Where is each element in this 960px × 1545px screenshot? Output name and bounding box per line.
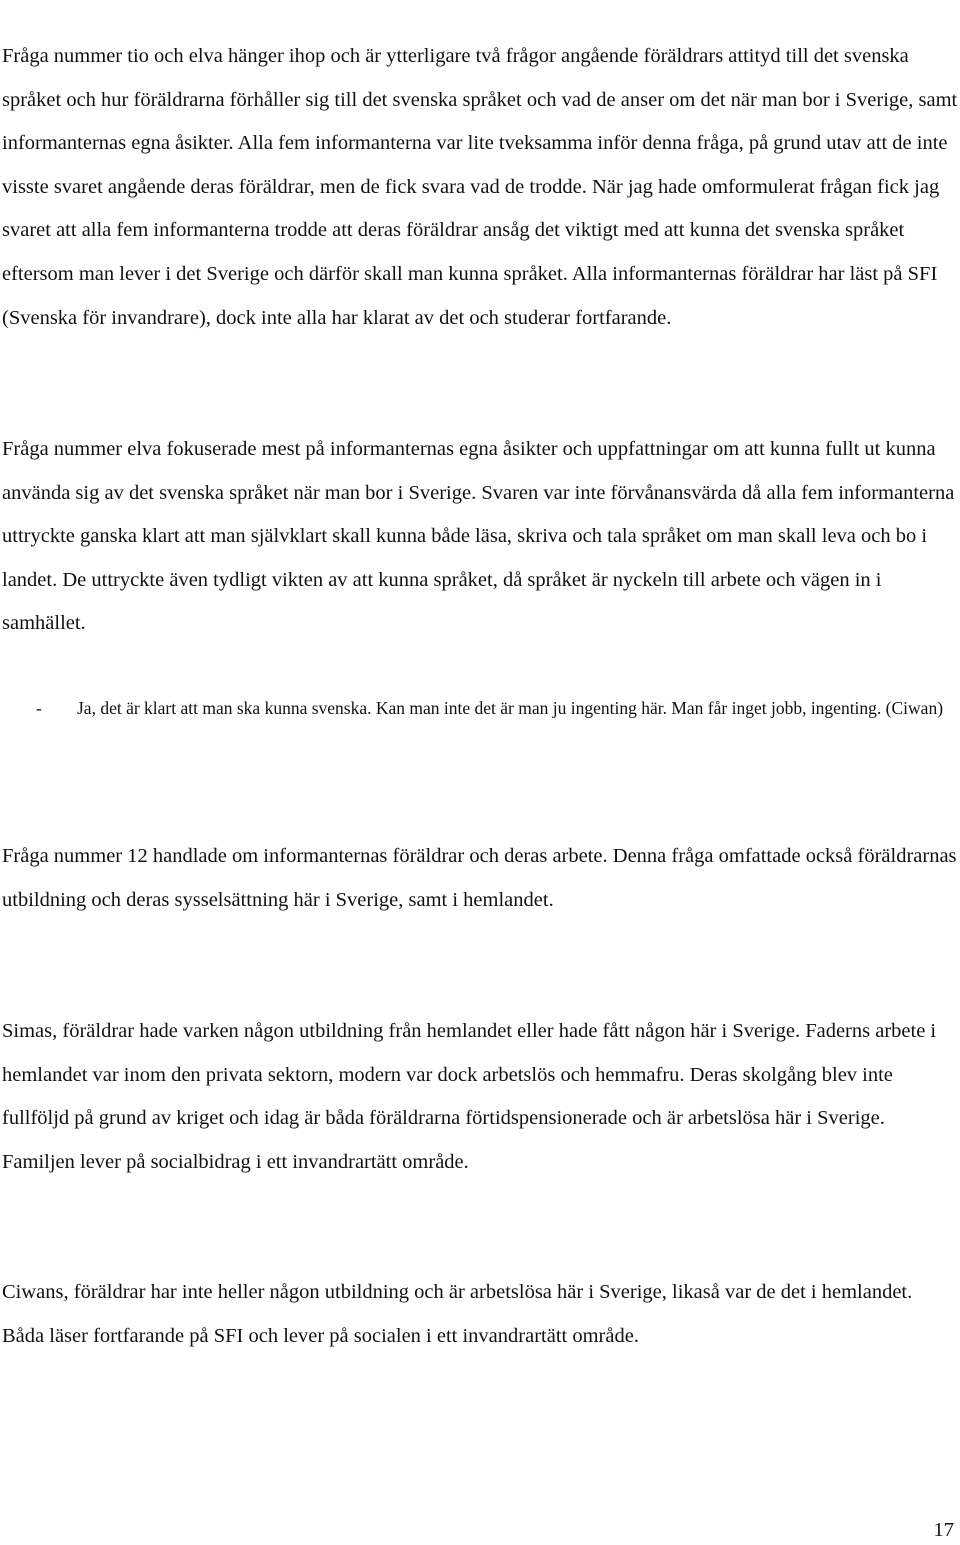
paragraph-question-eleven: Fråga nummer elva fokuserade mest på informanternas egna åsikter och uppfattningar om att kunna fullt ut kunna använda sig av det svenska språket när man bor i Sverige. Svaren var inte förvånansvärda då alla fem informanterna uttryckte ganska klart att man självklart skall kunna både läsa, skriva och tala språket om man skall leva och bo i landet. De uttryckte även tydligt vikten av att kunna språket, då språket är nyckeln till arbete och vägen in i samhället. <box>2 438 955 635</box>
page-number: 17 <box>933 1519 954 1541</box>
paragraph-ciwans-parents: Ciwans, föräldrar har inte heller någon utbildning och är arbetslösa här i Sverige, likaså var de det i hemlandet. Båda läser fortfarande på SFI och lever på socialen i ett invandrartätt område. <box>2 1281 913 1347</box>
paragraph-simas-parents: Simas, föräldrar hade varken någon utbildning från hemlandet eller hade fått någon här i Sverige. Faderns arbete i hemlandet var inom den privata sektorn, modern var dock arbetslös och hemmafru. Deras skolgång blev inte fullföljd på grund av kriget och idag är båda föräldrarna förtidspensionerade och är arbetslösa här i Sverige. Familjen lever på socialbidrag i ett invandrartätt område. <box>2 1020 937 1173</box>
paragraph-question-twelve: Fråga nummer 12 handlade om informanternas föräldrar och deras arbete. Denna fråga omfattade också föräldrarnas utbildning och deras sysselsättning här i Sverige, samt i hemlandet. <box>2 845 957 911</box>
quote-dash: - <box>36 698 42 718</box>
quote-text: Ja, det är klart att man ska kunna svenska. Kan man inte det är man ju ingenting här. Man får inget jobb, ingenting. (Ciwan) <box>77 698 944 718</box>
paragraph-questions-ten-eleven: Fråga nummer tio och elva hänger ihop och är ytterligare två frågor angående föräldrars attityd till det svenska språket och hur föräldrarna förhåller sig till det svenska språket och vad de anser om det när man bor i Sverige, samt informanternas egna åsikter. Alla fem informanterna var lite tveksamma inför denna fråga, på grund utav att de inte visste svaret angående deras föräldrar, men de fick svara vad de trodde. När jag hade omformulerat frågan fick jag svaret att alla fem informanterna trodde att deras föräldrar ansåg det viktigt med att kunna det svenska språket eftersom man lever i det Sverige och därför skall man kunna språket. Alla informanternas föräldrar har läst på SFI (Svenska för invandrare), dock inte alla har klarat av det och studerar fortfarande. <box>2 45 958 329</box>
